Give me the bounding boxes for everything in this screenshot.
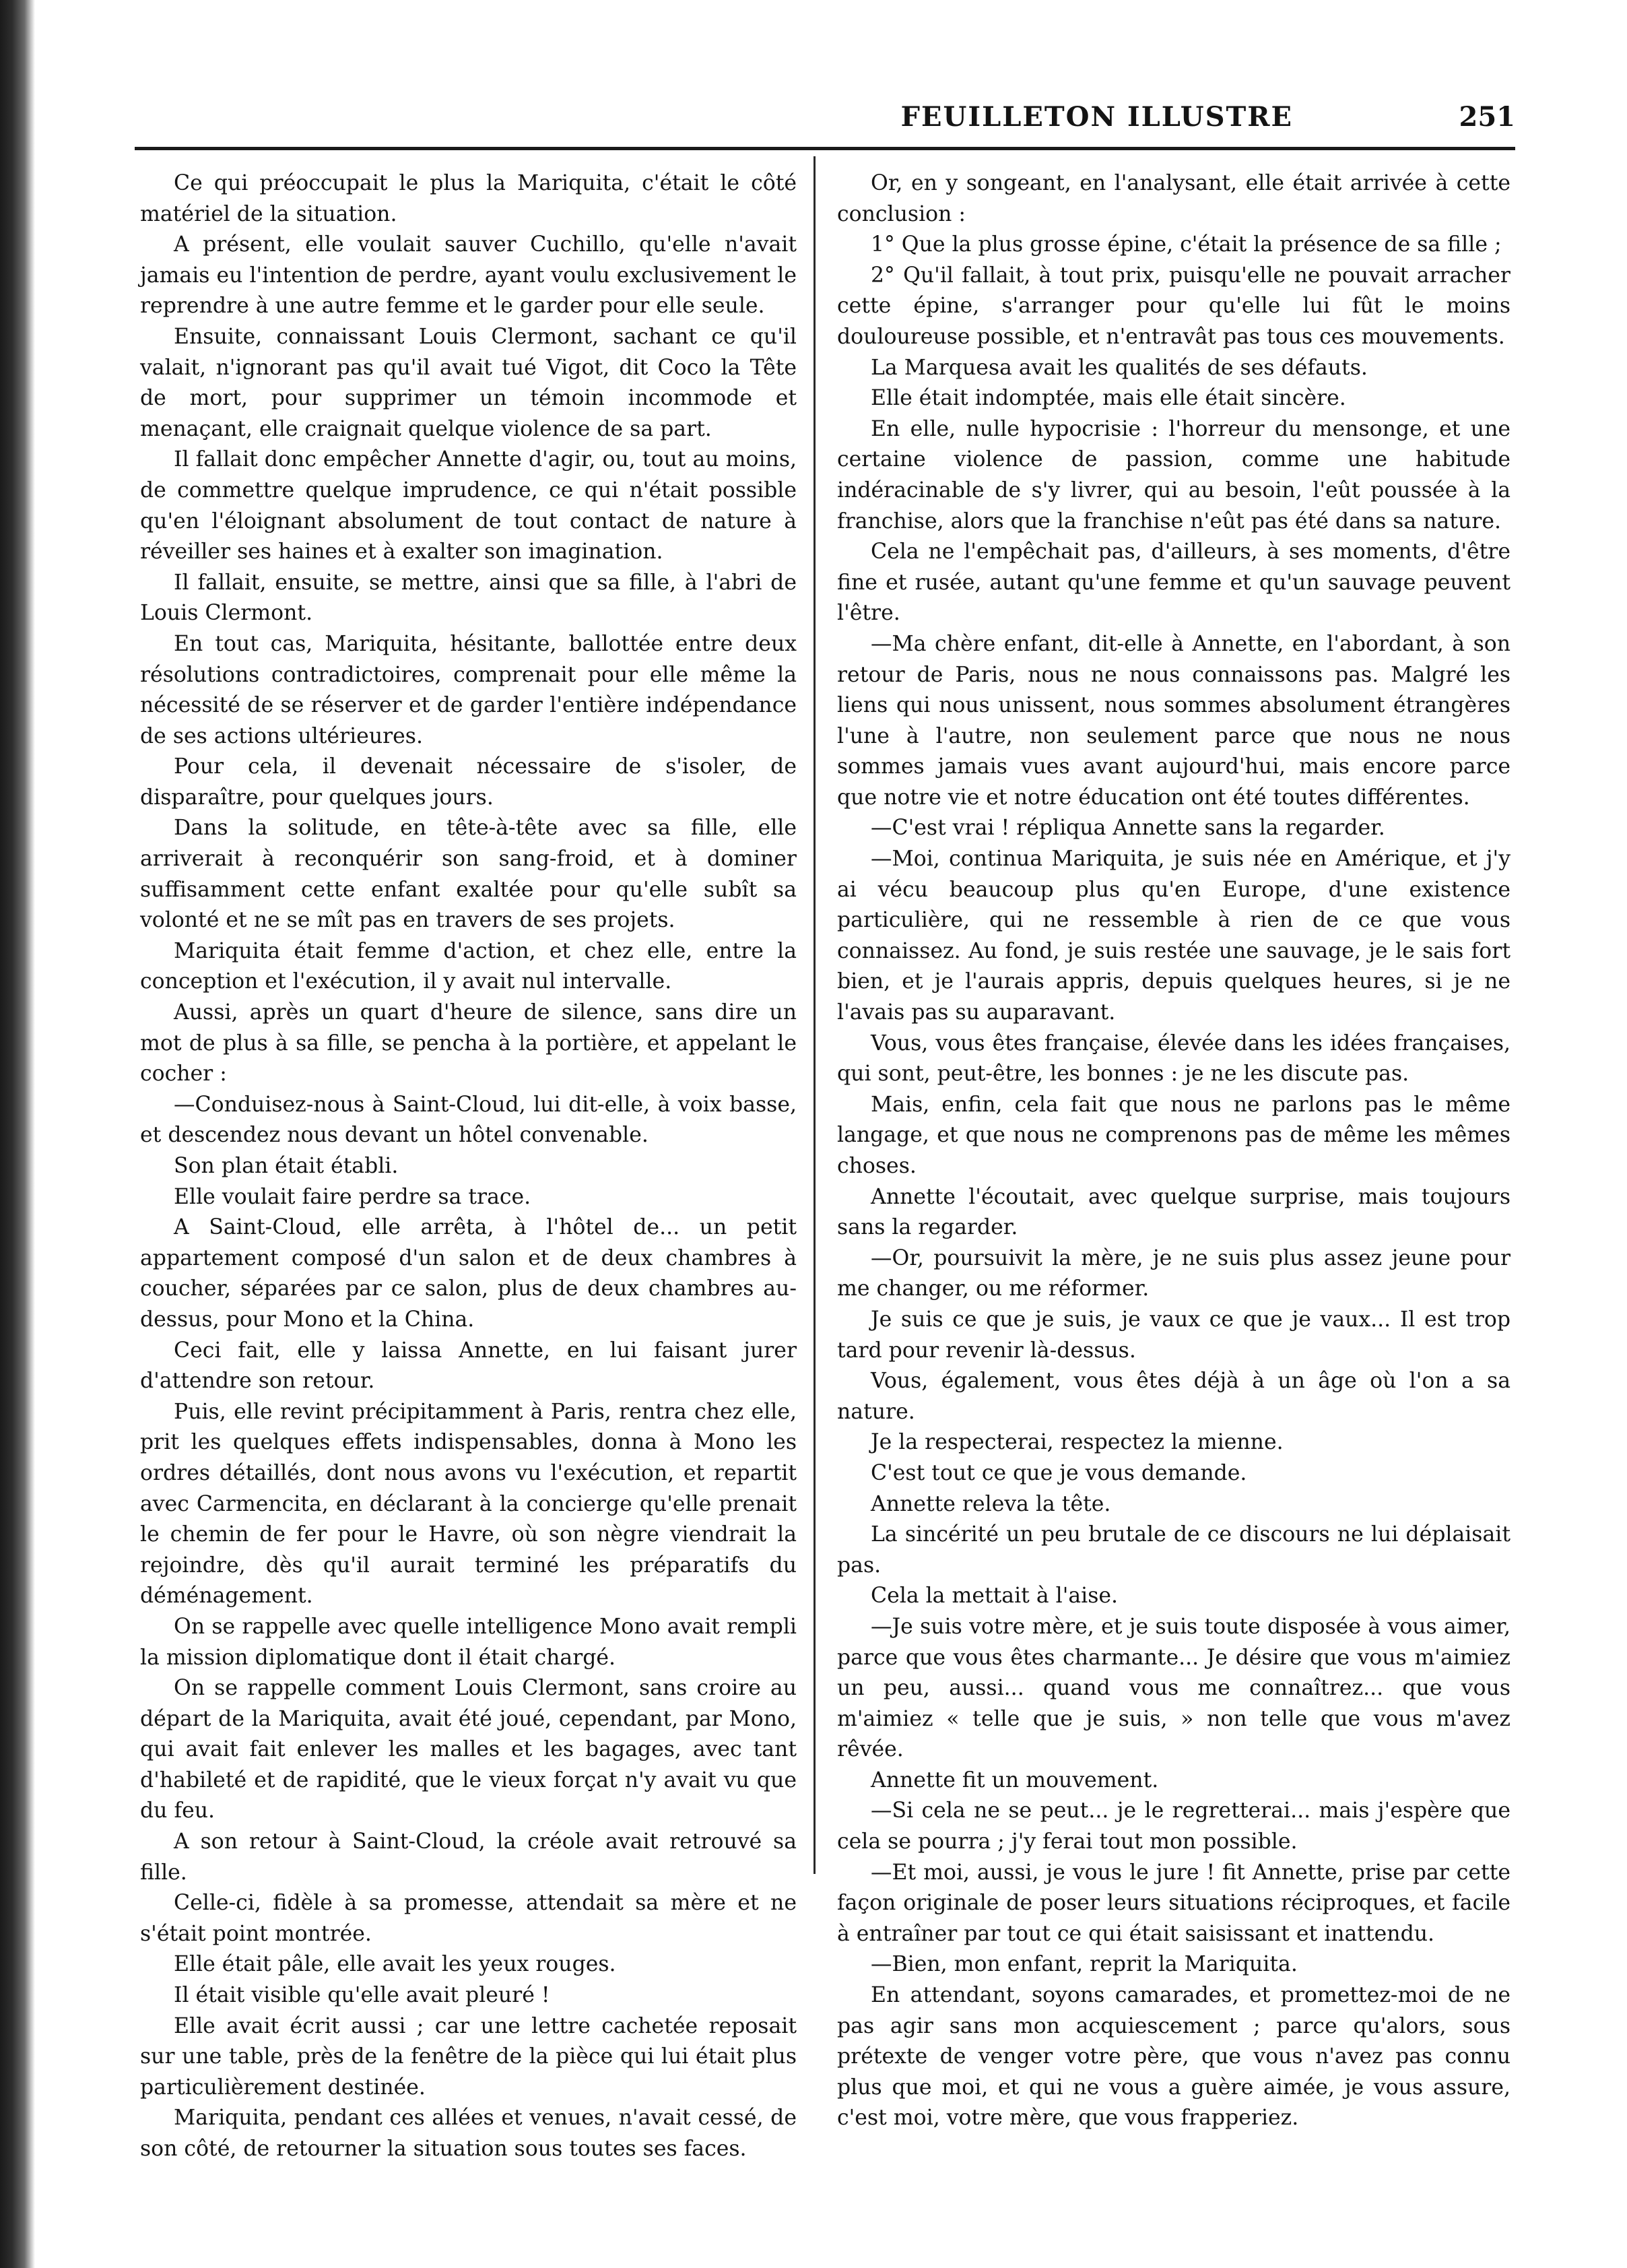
paragraph: En elle, nulle hypocrisie : l'horreur du mensonge, et une certaine violence de passion, comme une habitude indéracinable de s'y livrer, qui au besoin, l'eût poussée à la franchise, alors que la franchise n'eût pas été dans sa nature. (837, 416, 1510, 533)
paragraph: Or, en y songeant, en l'analysant, elle était arrivée à cette conclusion : (837, 171, 1510, 226)
paragraph: Elle avait écrit aussi ; car une lettre cachetée reposait sur une table, près de la fenêtre de la pièce qui lui était plus particulièrement destinée. (140, 2013, 797, 2100)
paragraph: Ce qui préoccupait le plus la Mariquita, c'était le côté matériel de la situation. (140, 171, 797, 226)
running-title: FEUILLETON ILLUSTRE (900, 101, 1293, 133)
paragraph: —Moi, continua Mariquita, je suis née en Amérique, et j'y ai vécu beaucoup plus qu'en Europe, d'une existence particulière, qui ne ressemble à rien de ce que vous connaissez. Au fond, je suis restée une sauvage, je le sais fort bien, et je l'aurais appris, depuis quelques heures, si je ne l'avais pas su auparavant. (837, 847, 1510, 1025)
paragraph: —Si cela ne se peut... je le regretterai... mais j'espère que cela se pourra ; j'y ferai tout mon possible. (837, 1799, 1510, 1854)
paragraph: Pour cela, il devenait nécessaire de s'isoler, de disparaître, pour quelques jours. (140, 754, 797, 810)
paragraph: La sincérité un peu brutale de ce discours ne lui déplaisait pas. (837, 1522, 1510, 1578)
paragraph: Vous, vous êtes française, élevée dans les idées françaises, qui sont, peut-être, les bonnes : je ne les discute pas. (837, 1031, 1510, 1087)
paragraph: Mais, enfin, cela fait que nous ne parlons pas le même langage, et que nous ne comprenons pas de même les mêmes choses. (837, 1092, 1510, 1178)
paragraph: Annette releva la tête. (871, 1491, 1111, 1516)
paragraph: Elle était indomptée, mais elle était sincère. (871, 386, 1346, 411)
page-header (135, 79, 1515, 147)
scanned-binding-edge (0, 0, 35, 2268)
paragraph: Ceci fait, elle y laissa Annette, en lui faisant jurer d'attendre son retour. (140, 1338, 797, 1394)
header-rule (135, 147, 1515, 150)
paragraph: Ensuite, connaissant Louis Clermont, sachant ce qu'il valait, n'ignorant pas qu'il avait tué Vigot, dit Coco la Tête de mort, pour supprimer un témoin incommode et menaçant, elle craignait quelque violence de sa part. (140, 324, 797, 441)
paragraph: On se rappelle avec quelle intelligence Mono avait rempli la mission diplomatique dont il était chargé. (140, 1614, 797, 1670)
paragraph: —Je suis votre mère, et je suis toute disposée à vous aimer, parce que vous êtes charmante... Je désire que vous m'aimiez un peu, aussi... quand vous me connaîtrez... que vous m'aimiez « telle que je suis, » non telle que vous m'avez rêvée. (837, 1614, 1510, 1762)
page-number: 251 (1459, 101, 1515, 133)
paragraph: Elle voulait faire perdre sa trace. (174, 1184, 531, 1209)
paragraph: Elle était pâle, elle avait les yeux rouges. (174, 1952, 616, 1977)
paragraph: Puis, elle revint précipitamment à Paris, rentra chez elle, prit les quelques effets indispensables, donna à Mono les ordres détaillés, dont nous avons vu l'exécution, et repartit avec Carmencita, en déclarant à la concierge qu'elle prenait le chemin de fer pour le Havre, où son nègre viendrait la rejoindre, dès qu'il aurait terminé les préparatifs du déménagement. (140, 1399, 797, 1609)
paragraph: 2° Qu'il fallait, à tout prix, puisqu'elle ne pouvait arracher cette épine, s'arranger pour qu'elle lui fût le moins douloureuse possible, et n'entravât pas tous ces mouvements. (837, 263, 1510, 349)
paragraph: Je la respecterai, respectez la mienne. (871, 1430, 1284, 1455)
paragraph: La Marquesa avait les qualités de ses défauts. (871, 355, 1368, 380)
column-divider (814, 156, 816, 1874)
paragraph: C'est tout ce que je vous demande. (871, 1460, 1247, 1485)
paragraph: A Saint-Cloud, elle arrêta, à l'hôtel de... un petit appartement composé d'un salon et de deux chambres à coucher, séparées par ce salon, plus de deux chambres au-dessus, pour Mono et la China. (140, 1215, 797, 1332)
paragraph: Il était visible qu'elle avait pleuré ! (174, 1983, 550, 2008)
paragraph: —Conduisez-nous à Saint-Cloud, lui dit-elle, à voix basse, et descendez nous devant un hôtel convenable. (140, 1092, 797, 1148)
paragraph: Son plan était établi. (174, 1154, 399, 1178)
paragraph: En tout cas, Mariquita, hésitante, ballottée entre deux résolutions contradictoires, comprenait pour elle même la nécessité de se réserver et de garder l'entière indépendance de ses actions ultérieures. (140, 631, 797, 748)
paragraph: Annette fit un mouvement. (871, 1768, 1159, 1792)
paragraph: Aussi, après un quart d'heure de silence, sans dire un mot de plus à sa fille, se pencha à la portière, et appelant le cocher : (140, 1000, 797, 1087)
paragraph: Dans la solitude, en tête-à-tête avec sa fille, elle arriverait à reconquérir son sang-froid, et à dominer suffisamment cette enfant exaltée pour qu'elle subît sa volonté et ne se mît pas en travers de ses projets. (140, 816, 797, 933)
paragraph: Cela la mettait à l'aise. (871, 1584, 1119, 1609)
paragraph: Annette l'écoutait, avec quelque surprise, mais toujours sans la regarder. (837, 1184, 1510, 1240)
paragraph: Mariquita, pendant ces allées et venues, n'avait cessé, de son côté, de retourner la situation sous toutes ses faces. (140, 2106, 797, 2161)
left-text-column (140, 168, 797, 2165)
paragraph: Celle-ci, fidèle à sa promesse, attendait sa mère et ne s'était point montrée. (140, 1891, 797, 1946)
paragraph: En attendant, soyons camarades, et promettez-moi de ne pas agir sans mon acquiescement ; parce qu'alors, sous prétexte de venger votre père, que vous n'avez pas connu plus que moi, et qui ne vous a guère aimée, je vous assure, c'est moi, votre mère, que vous frapperiez. (837, 1983, 1510, 2131)
paragraph: A présent, elle voulait sauver Cuchillo, qu'elle n'avait jamais eu l'intention de perdre, ayant voulu exclusivement le reprendre à une autre femme et le garder pour elle seule. (140, 232, 797, 319)
paragraph: A son retour à Saint-Cloud, la créole avait retrouvé sa fille. (140, 1829, 797, 1885)
right-text-column (837, 168, 1510, 2134)
paragraph: On se rappelle comment Louis Clermont, sans croire au départ de la Mariquita, avait été joué, cependant, par Mono, qui avait fait enlever les malles et les bagages, avec tant d'habileté et de rapidité, que le vieux forçat n'y avait vu que du feu. (140, 1676, 797, 1823)
paragraph: Il fallait donc empêcher Annette d'agir, ou, tout au moins, de commettre quelque imprudence, ce qui n'était possible qu'en l'éloignant absolument de tout contact de nature à réveiller ses haines et à exalter son imagination. (140, 447, 797, 564)
paragraph: —Bien, mon enfant, reprit la Mariquita. (871, 1952, 1298, 1977)
paragraph: Mariquita était femme d'action, et chez elle, entre la conception et l'exécution, il y avait nul intervalle. (140, 938, 797, 994)
paragraph: Vous, également, vous êtes déjà à un âge où l'on a sa nature. (837, 1369, 1510, 1424)
paragraph: Je suis ce que je suis, je vaux ce que je vaux... Il est trop tard pour revenir là-dessus. (837, 1307, 1510, 1363)
paragraph: —Ma chère enfant, dit-elle à Annette, en l'abordant, à son retour de Paris, nous ne nous connaissons pas. Malgré les liens qui nous unissent, nous sommes absolument étrangères l'une à l'autre, non seulement parce que nous ne nous sommes jamais vues avant aujourd'hui, mais encore parce que notre vie et notre éducation ont été toutes différentes. (837, 631, 1510, 810)
paragraph: 1° Que la plus grosse épine, c'était la présence de sa fille ; (871, 232, 1502, 257)
paragraph: —C'est vrai ! répliqua Annette sans la regarder. (871, 816, 1385, 841)
paragraph: —Or, poursuivit la mère, je ne suis plus assez jeune pour me changer, ou me réformer. (837, 1245, 1510, 1301)
paragraph: Il fallait, ensuite, se mettre, ainsi que sa fille, à l'abri de Louis Clermont. (140, 570, 797, 626)
paragraph: —Et moi, aussi, je vous le jure ! fit Annette, prise par cette façon originale de poser leurs situations réciproques, et facile à entraîner par tout ce qui était saisissant et inattendu. (837, 1860, 1510, 1946)
paragraph: Cela ne l'empêchait pas, d'ailleurs, à ses moments, d'être fine et rusée, autant qu'une femme et qu'un sauvage peuvent l'être. (837, 540, 1510, 626)
